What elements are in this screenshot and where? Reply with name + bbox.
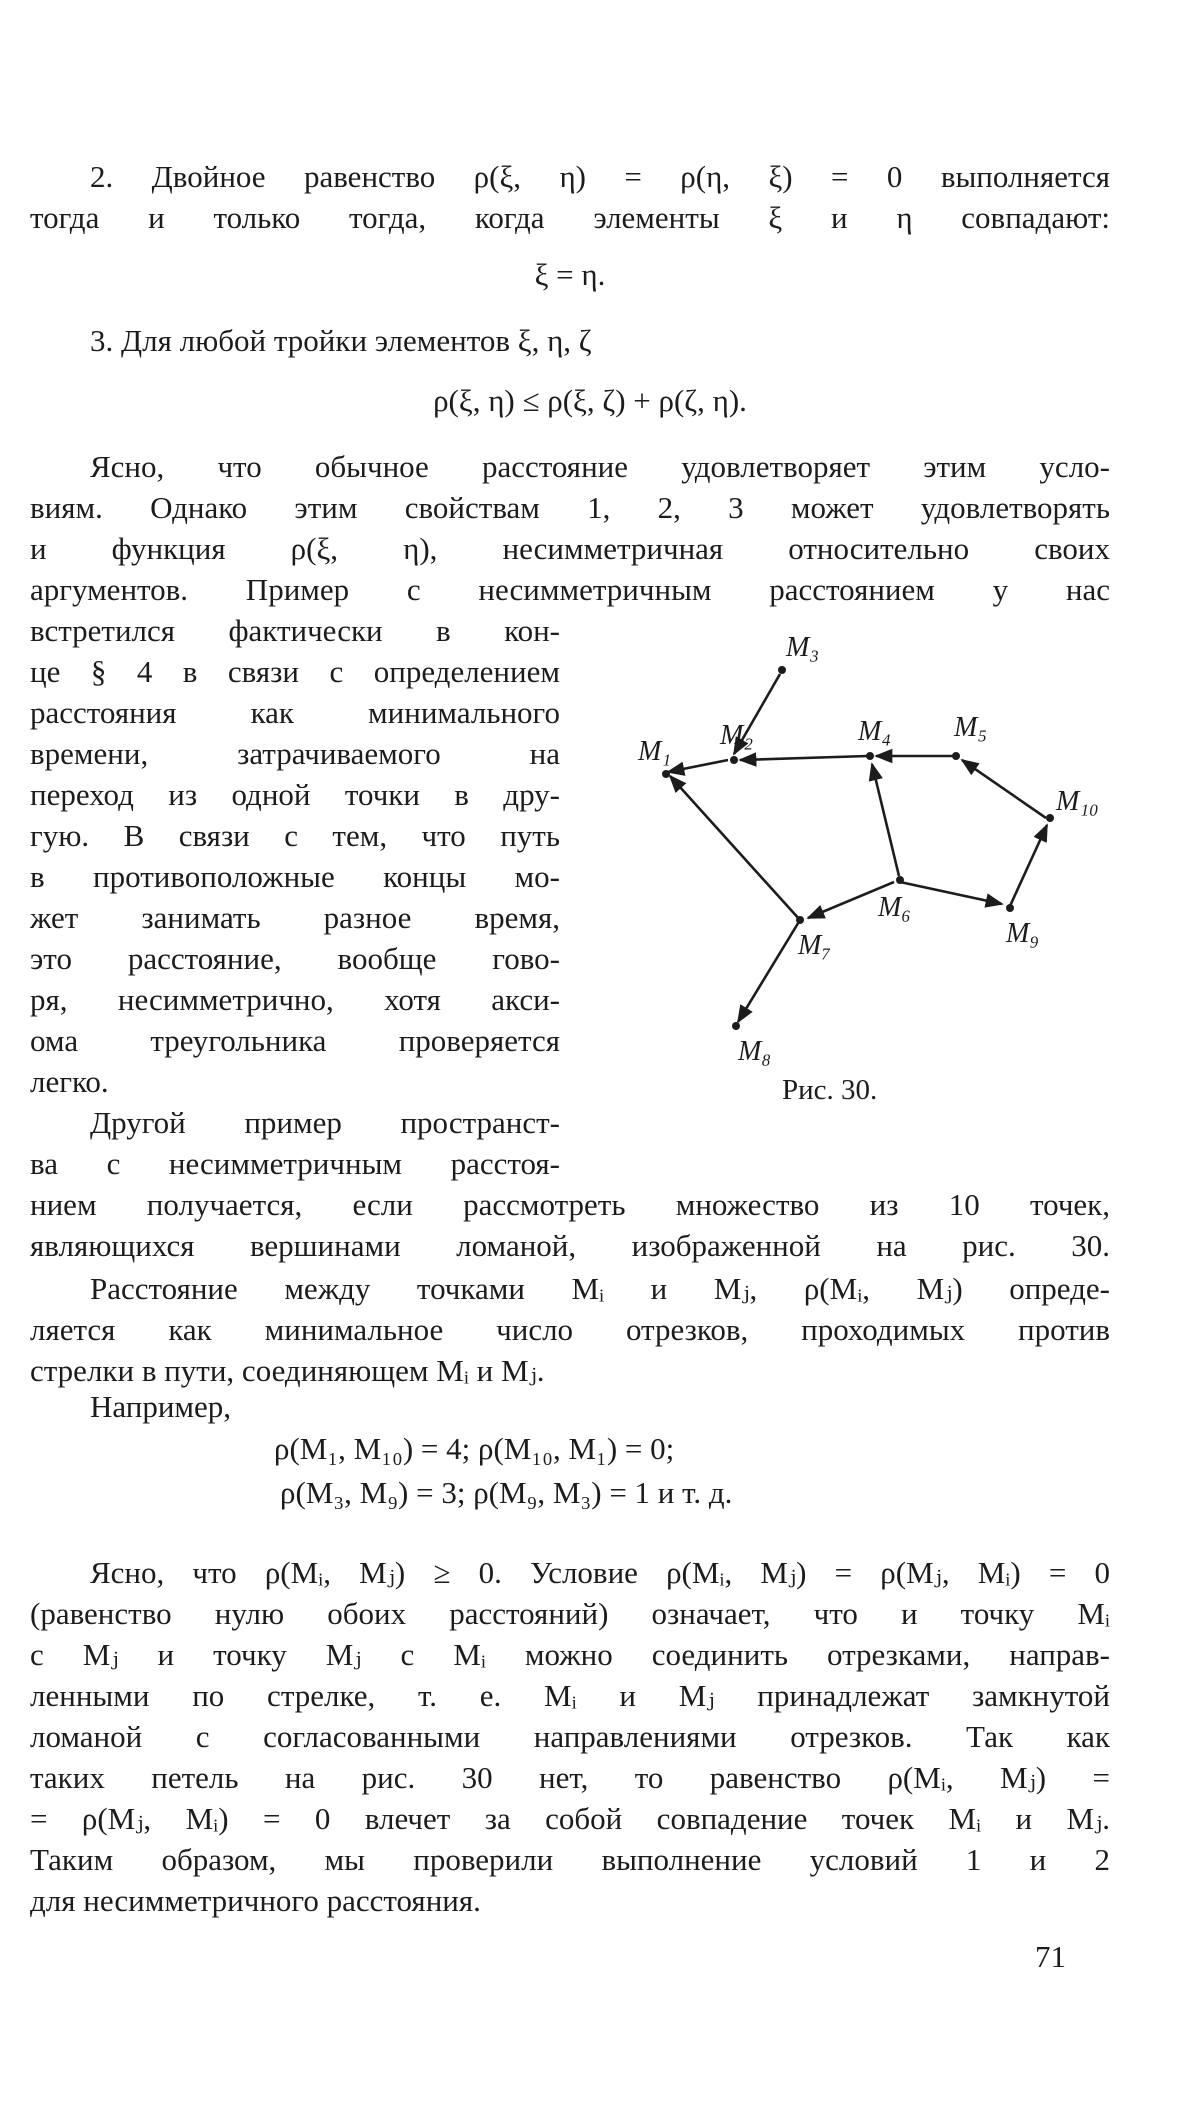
text-line: ря, несимметрично, хотя акси- <box>30 982 560 1017</box>
text-line: це § 4 в связи с определением <box>30 654 560 689</box>
paragraph-4 <box>30 1552 1110 1921</box>
edge-m7-m8 <box>738 920 800 1022</box>
figure-30-graph <box>590 610 1110 1080</box>
text-line: виям. Однако этим свойствам 1, 2, 3 может удовлетворять <box>30 490 1110 525</box>
text-line: ома треугольника проверяется <box>30 1023 560 1058</box>
text-line: расстояния как минимального <box>30 695 560 730</box>
label-m3: M₃ <box>786 632 820 663</box>
text-line: для несимметричного расстояния. <box>30 1883 481 1918</box>
text-line: таких петель на рис. 30 нет, то равенство ρ(Mᵢ, Mⱼ) = <box>30 1760 1110 1795</box>
text-line: тогда и только тогда, когда элементы ξ и η совпадают: <box>30 200 1110 235</box>
text-line: ляется как минимальное число отрезков, проходимых против <box>30 1312 1110 1347</box>
text-line: = ρ(Mⱼ, Mᵢ) = 0 влечет за собой совпадение точек Mᵢ и Mⱼ. <box>30 1801 1110 1836</box>
text-line: нием получается, если рассмотреть множество из 10 точек, <box>30 1187 1110 1222</box>
text-line: легко. <box>30 1064 109 1099</box>
text-line: ва с несимметричным расстоя- <box>30 1146 560 1181</box>
figure-caption: Рис. 30. <box>782 1074 878 1106</box>
text-line: и функция ρ(ξ, η), несимметричная относительно своих <box>30 531 1110 566</box>
node-m5 <box>952 752 960 760</box>
label-m5: M₅ <box>954 712 988 743</box>
label-m8: M₈ <box>738 1036 772 1067</box>
node-m8 <box>732 1022 740 1030</box>
property-2 <box>30 156 1110 238</box>
example <box>30 1386 1110 1427</box>
text-line: Ясно, что обычное расстояние удовлетворяет этим усло- <box>90 449 1110 484</box>
book-page <box>30 0 1110 2116</box>
node-m1 <box>662 770 670 778</box>
example-label: Например, <box>90 1389 232 1424</box>
text-line: 3. Для любой тройки элементов ξ, η, ζ <box>90 323 592 358</box>
label-m4: M₄ <box>858 716 892 747</box>
node-m10 <box>1046 814 1054 822</box>
node-m7 <box>796 916 804 924</box>
example-formula-2: ρ(M₃, M₉) = 3; ρ(M₉, M₃) = 1 и т. д. <box>280 1475 733 1510</box>
text-line: 2. Двойное равенство ρ(ξ, η) = ρ(η, ξ) = 0 выполняется <box>90 159 1110 194</box>
property-3 <box>30 320 1110 361</box>
edge-m6-m4 <box>872 764 899 876</box>
formula-xi-eq-eta: ξ = η. <box>534 257 606 292</box>
text-line: Расстояние между точками Mᵢ и Mⱼ, ρ(Mᵢ, Mⱼ) опреде- <box>90 1271 1110 1306</box>
paragraph-2 <box>30 1184 1110 1266</box>
text-line: жет занимать разное время, <box>30 900 560 935</box>
paragraph-2-wrapped <box>30 1102 560 1184</box>
text-line: Ясно, что ρ(Mᵢ, Mⱼ) ≥ 0. Условие ρ(Mᵢ, Mⱼ) = ρ(Mⱼ, Mᵢ) = 0 <box>90 1555 1110 1590</box>
text-line: встретился фактически в кон- <box>30 613 560 648</box>
node-m3 <box>778 666 786 674</box>
page-number: 71 <box>1035 1939 1066 1974</box>
text-line: времени, затрачиваемого на <box>30 736 560 771</box>
label-m9: M₉ <box>1006 918 1040 949</box>
text-line: с Mⱼ и точку Mⱼ с Mᵢ можно соединить отрезками, направ- <box>30 1637 1110 1672</box>
text-line: Таким образом, мы проверили выполнение условий 1 и 2 <box>30 1842 1110 1877</box>
edge-m4-m2 <box>740 756 868 760</box>
text-line: гую. В связи с тем, что путь <box>30 818 560 853</box>
text-line: стрелки в пути, соединяющем Mᵢ и Mⱼ. <box>30 1353 545 1388</box>
label-m1: M₁ <box>638 736 672 767</box>
text-line: (равенство нулю обоих расстояний) означает, что и точку Mᵢ <box>30 1596 1110 1631</box>
text-line: Другой пример пространст- <box>90 1105 560 1140</box>
node-m6 <box>896 876 904 884</box>
label-m2: M₂ <box>720 720 754 751</box>
text-line: ломаной с согласованными направлениями отрезков. Так как <box>30 1719 1110 1754</box>
text-line: аргументов. Пример с несимметричным расстоянием у нас <box>30 572 1110 607</box>
node-m9 <box>1006 904 1014 912</box>
node-m2 <box>730 756 738 764</box>
edge-m6-m9 <box>900 882 1002 904</box>
edge-m7-m1 <box>670 776 800 920</box>
text-line: это расстояние, вообще гово- <box>30 941 560 976</box>
edge-m9-m10 <box>1010 825 1047 906</box>
label-m10: M₁₀ <box>1056 786 1099 817</box>
edge-m10-m5 <box>962 760 1046 818</box>
paragraph-1 <box>30 446 1110 610</box>
label-m6: M₆ <box>878 892 912 923</box>
text-line: ленными по стрелке, т. е. Mᵢ и Mⱼ принадлежат замкнутой <box>30 1678 1110 1713</box>
node-m4 <box>866 752 874 760</box>
text-line: являющихся вершинами ломаной, изображенной на рис. 30. <box>30 1228 1110 1263</box>
example-formula-1: ρ(M₁, M₁₀) = 4; ρ(M₁₀, M₁) = 0; <box>274 1431 675 1466</box>
text-line: в противоположные концы мо- <box>30 859 560 894</box>
text-line: переход из одной точки в дру- <box>30 777 560 812</box>
label-m7: M₇ <box>798 930 832 961</box>
paragraph-3 <box>30 1268 1110 1391</box>
triangle-inequality: ρ(ξ, η) ≤ ρ(ξ, ζ) + ρ(ζ, η). <box>433 383 747 418</box>
edge-m2-m1 <box>668 760 728 772</box>
paragraph-1-wrapped <box>30 610 560 1102</box>
